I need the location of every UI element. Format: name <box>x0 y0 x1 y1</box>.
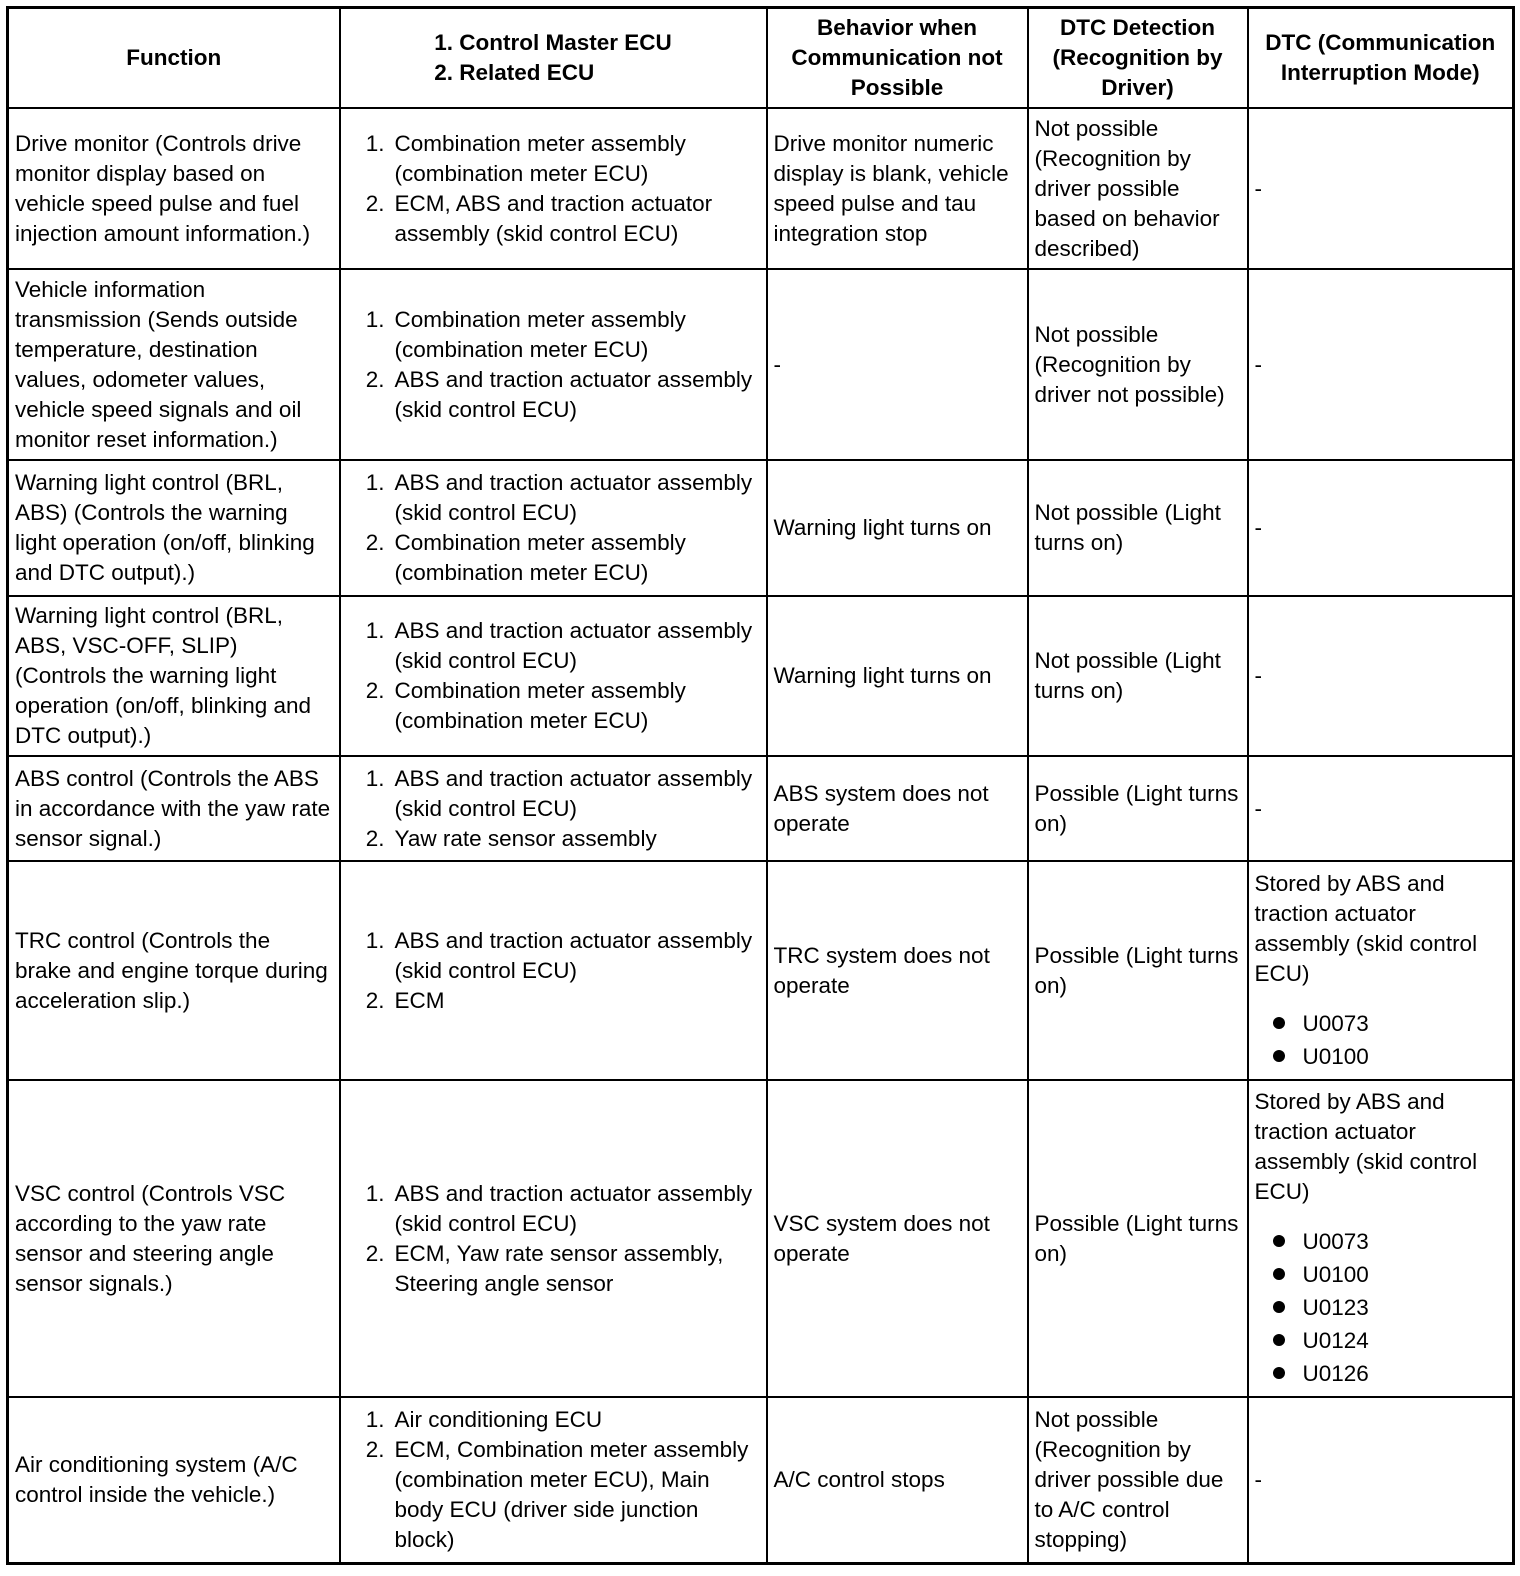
cell-dtc-mode <box>1248 460 1514 596</box>
cell-ecu <box>340 756 767 861</box>
table-body <box>8 108 1514 1563</box>
cell-dtc-detection: Not possible (Light turns on) <box>1028 460 1248 596</box>
dtc-code-item <box>1303 1357 1507 1390</box>
dtc-mode-text: Stored by ABS and traction actuator assembly (skid control ECU) <box>1254 870 1478 986</box>
dtc-mode-text: - <box>1254 515 1262 540</box>
cell-function: VSC control (Controls VSC according to the yaw rate sensor and steering angle sensor signals.) <box>8 1080 340 1397</box>
ecu-list-item: ABS and traction actuator assembly (skid control ECU) <box>394 1180 753 1236</box>
dtc-mode-text: - <box>1254 175 1262 201</box>
cell-function: TRC control (Controls the brake and engine torque during acceleration slip.) <box>8 861 340 1080</box>
ecu-list-item: ECM <box>394 987 445 1013</box>
table-row <box>8 269 1514 460</box>
cell-dtc-detection: Possible (Light turns on) <box>1028 861 1248 1080</box>
cell-ecu <box>340 269 767 460</box>
ecu-list-item: ECM, Combination meter assembly (combination meter ECU), Main body ECU (driver side junction block) <box>394 1436 749 1552</box>
ecu-communication-table-frame <box>6 6 1514 1568</box>
ecu-list-item: ABS and traction actuator assembly (skid control ECU) <box>394 366 753 422</box>
header-row <box>8 8 1514 109</box>
table-row <box>8 756 1514 861</box>
cell-behavior: - <box>767 269 1028 460</box>
header-ecu-2: 2. Related ECU <box>434 60 595 85</box>
ecu-list-item: Combination meter assembly (combination meter ECU) <box>394 530 686 585</box>
dtc-code: U0100 <box>1302 1262 1369 1287</box>
ecu-list-item: ABS and traction actuator assembly (skid control ECU) <box>394 927 753 983</box>
ecu-list <box>347 764 760 854</box>
ecu-list-item: Combination meter assembly (combination meter ECU) <box>394 306 686 362</box>
bullet-icon <box>1273 1268 1285 1280</box>
cell-behavior: A/C control stops <box>767 1397 1028 1563</box>
ecu-list-item: ECM, ABS and traction actuator assembly (skid control ECU) <box>394 190 713 246</box>
dtc-mode-text: - <box>1254 663 1262 688</box>
cell-function: Warning light control (BRL, ABS) (Controls the warning light operation (on/off, blinking and DTC output).) <box>8 460 340 596</box>
dtc-mode-text: - <box>1254 1466 1262 1492</box>
table-row <box>8 460 1514 596</box>
ecu-list <box>347 305 760 425</box>
dtc-code-item <box>1303 1258 1507 1291</box>
ecu-list <box>347 616 760 736</box>
dtc-code-item <box>1303 1225 1507 1258</box>
bullet-icon <box>1273 1367 1285 1379</box>
ecu-list <box>347 1179 760 1299</box>
dtc-code: U0126 <box>1302 1361 1369 1386</box>
table-row <box>8 596 1514 756</box>
header-behavior: Behavior when Communication not Possible <box>767 8 1028 109</box>
cell-ecu <box>340 596 767 756</box>
cell-function: ABS control (Controls the ABS in accordance with the yaw rate sensor signal.) <box>8 756 340 861</box>
cell-ecu <box>340 108 767 269</box>
header-function: Function <box>8 8 340 109</box>
header-dtc-detection: DTC Detection (Recognition by Driver) <box>1028 8 1248 109</box>
cell-function: Warning light control (BRL, ABS, VSC-OFF, SLIP) (Controls the warning light operation (on/off, blinking and DTC output).) <box>8 596 340 756</box>
cell-behavior: TRC system does not operate <box>767 861 1028 1080</box>
cell-behavior: VSC system does not operate <box>767 1080 1028 1397</box>
table-row <box>8 1080 1514 1397</box>
cell-behavior: ABS system does not operate <box>767 756 1028 861</box>
dtc-code: U0123 <box>1302 1295 1369 1320</box>
dtc-mode-text: - <box>1254 795 1262 821</box>
cell-dtc-detection: Not possible (Recognition by driver possible based on behavior described) <box>1028 108 1248 269</box>
ecu-list-item: ABS and traction actuator assembly (skid control ECU) <box>394 765 753 821</box>
dtc-code: U0073 <box>1302 1010 1369 1036</box>
dtc-mode-text: - <box>1254 351 1262 377</box>
cell-dtc-mode <box>1248 1080 1514 1397</box>
cell-function: Drive monitor (Controls drive monitor display based on vehicle speed pulse and fuel injection amount information.) <box>8 108 340 269</box>
cell-ecu <box>340 861 767 1080</box>
ecu-list <box>347 1405 760 1555</box>
bullet-icon <box>1273 1050 1285 1062</box>
cell-dtc-detection: Not possible (Light turns on) <box>1028 596 1248 756</box>
cell-dtc-mode <box>1248 1397 1514 1563</box>
cell-dtc-mode <box>1248 269 1514 460</box>
cell-dtc-mode <box>1248 596 1514 756</box>
dtc-code-list <box>1255 1007 1507 1073</box>
ecu-list-item: Yaw rate sensor assembly <box>394 825 657 851</box>
bullet-icon <box>1273 1301 1285 1313</box>
ecu-communication-table <box>6 6 1515 1565</box>
ecu-list <box>347 129 760 249</box>
dtc-code-item <box>1303 1291 1507 1324</box>
cell-dtc-detection: Possible (Light turns on) <box>1028 756 1248 861</box>
cell-ecu <box>340 1080 767 1397</box>
cell-ecu <box>340 460 767 596</box>
cell-dtc-detection: Not possible (Recognition by driver not possible) <box>1028 269 1248 460</box>
header-dtc-mode: DTC (Communication Interruption Mode) <box>1248 8 1514 109</box>
cell-dtc-mode <box>1248 861 1514 1080</box>
cell-dtc-mode <box>1248 756 1514 861</box>
header-ecu <box>340 8 767 109</box>
cell-function: Vehicle information transmission (Sends outside temperature, destination values, odometer values, vehicle speed signals and oil monitor reset information.) <box>8 269 340 460</box>
dtc-mode-text: Stored by ABS and traction actuator assembly (skid control ECU) <box>1254 1089 1478 1204</box>
ecu-list-item: ECM, Yaw rate sensor assembly, Steering angle sensor <box>394 1240 724 1296</box>
cell-dtc-detection: Not possible (Recognition by driver possible due to A/C control stopping) <box>1028 1397 1248 1563</box>
ecu-list-item: Combination meter assembly (combination meter ECU) <box>394 678 686 733</box>
dtc-code-item <box>1303 1040 1507 1073</box>
cell-ecu <box>340 1397 767 1563</box>
dtc-code-item <box>1303 1007 1507 1040</box>
ecu-list <box>347 926 760 1016</box>
dtc-code-item <box>1303 1324 1507 1357</box>
table-row <box>8 861 1514 1080</box>
dtc-code: U0100 <box>1302 1043 1369 1069</box>
cell-behavior: Warning light turns on <box>767 596 1028 756</box>
table-row <box>8 108 1514 269</box>
ecu-list-item: ABS and traction actuator assembly (skid control ECU) <box>394 470 753 525</box>
header-ecu-1: 1. Control Master ECU <box>434 30 672 55</box>
dtc-code: U0073 <box>1302 1229 1369 1254</box>
dtc-code-list <box>1255 1225 1507 1390</box>
dtc-code: U0124 <box>1302 1328 1369 1353</box>
table-row <box>8 1397 1514 1563</box>
ecu-list <box>347 468 760 588</box>
cell-behavior: Warning light turns on <box>767 460 1028 596</box>
ecu-list-item: Air conditioning ECU <box>394 1406 603 1432</box>
cell-dtc-mode <box>1248 108 1514 269</box>
cell-dtc-detection: Possible (Light turns on) <box>1028 1080 1248 1397</box>
bullet-icon <box>1273 1334 1285 1346</box>
bullet-icon <box>1273 1017 1285 1029</box>
cell-behavior: Drive monitor numeric display is blank, vehicle speed pulse and tau integration stop <box>767 108 1028 269</box>
ecu-list-item: ABS and traction actuator assembly (skid control ECU) <box>394 618 753 673</box>
cell-function: Air conditioning system (A/C control inside the vehicle.) <box>8 1397 340 1563</box>
bullet-icon <box>1273 1235 1285 1247</box>
ecu-list-item: Combination meter assembly (combination meter ECU) <box>394 130 686 186</box>
